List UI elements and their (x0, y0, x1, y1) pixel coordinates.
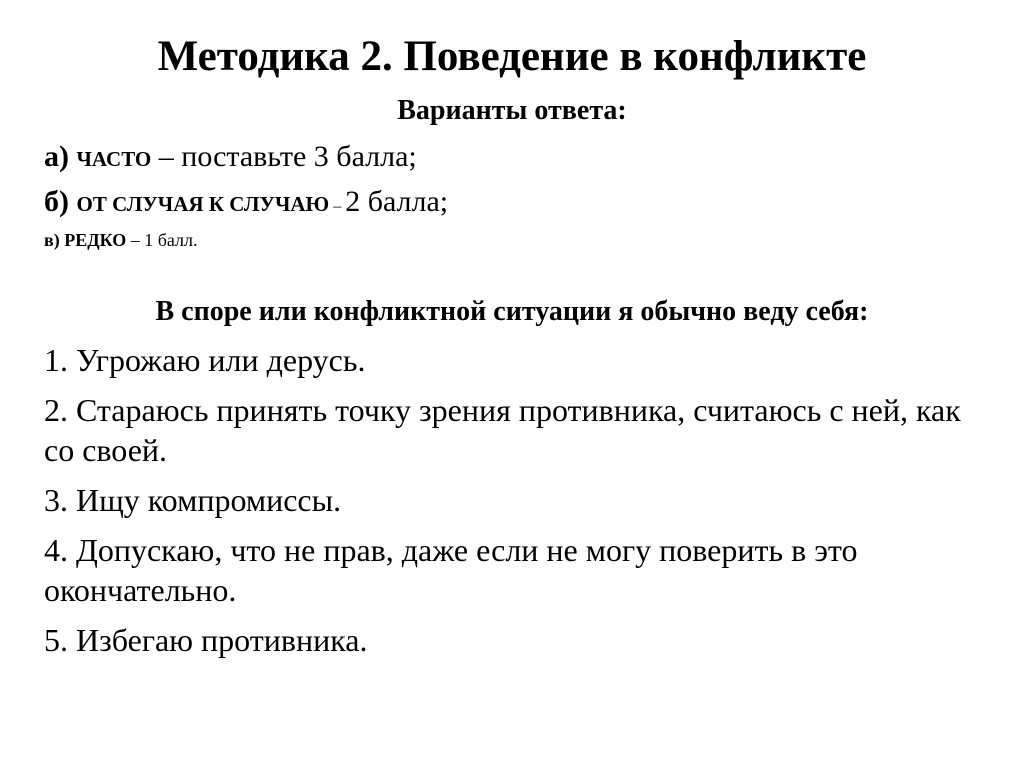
option-c-lead: в) РЕДКО (44, 230, 127, 250)
statement-list (44, 340, 994, 670)
answer-options-heading: Варианты ответа: (397, 95, 627, 126)
option-b (44, 183, 448, 226)
list-item: 2. Стараюсь принять точку зрения противника, считаюсь с ней, как со своей. (44, 392, 961, 468)
list-item: 5. Избегаю противника. (44, 622, 368, 658)
option-a (44, 138, 417, 178)
option-a-score: – поставьте 3 балла; (151, 140, 417, 173)
list-item: 3. Ищу компромиссы. (44, 482, 342, 518)
option-c (44, 228, 198, 252)
option-b-word: ОТ СЛУЧАЯ К СЛУЧАЮ (76, 192, 330, 216)
option-b-dash: – (329, 198, 346, 215)
option-b-score: 2 балла; (345, 185, 449, 218)
option-a-letter: а) (44, 140, 69, 173)
page-title: Методика 2. Поведение в конфликте (157, 33, 867, 80)
list-item: 1. Угрожаю или дерусь. (44, 342, 366, 378)
option-b-letter: б) (44, 185, 69, 218)
option-a-word: ЧАСТО (76, 147, 152, 171)
option-c-score: – 1 балл. (126, 230, 198, 250)
list-item: 4. Допускаю, что не прав, даже если не могу поверить в это окончательно. (44, 532, 858, 608)
statement-prompt: В споре или конфликтной ситуации я обычно веду себя: (155, 296, 869, 327)
